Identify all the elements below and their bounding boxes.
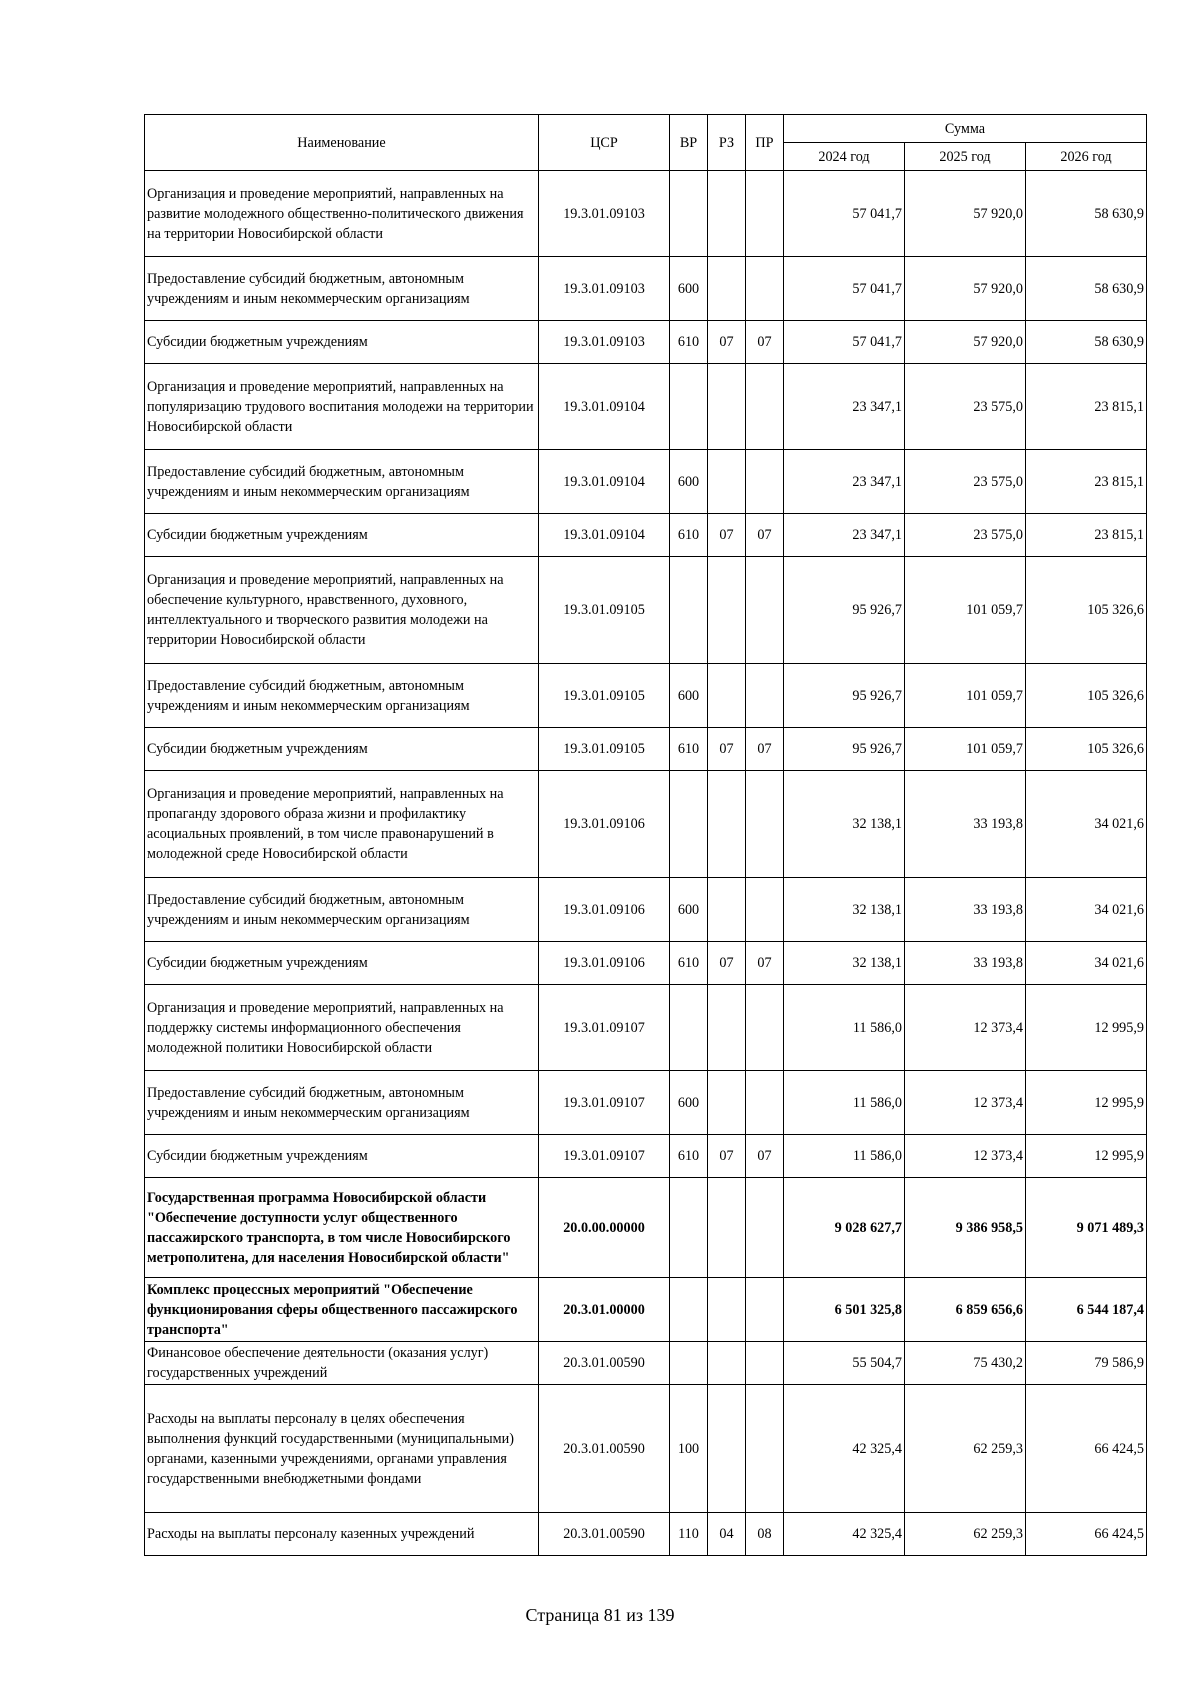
cell-pr — [746, 364, 784, 450]
cell-vr — [670, 771, 708, 878]
cell-2025: 57 920,0 — [905, 321, 1026, 364]
cell-vr: 100 — [670, 1385, 708, 1513]
cell-pr — [746, 1178, 784, 1278]
cell-2024: 42 325,4 — [784, 1513, 905, 1556]
table-row — [145, 557, 1147, 664]
cell-rz — [708, 1278, 746, 1342]
cell-2026: 34 021,6 — [1026, 942, 1147, 985]
table-header — [145, 115, 1147, 171]
cell-rz: 04 — [708, 1513, 746, 1556]
cell-pr — [746, 171, 784, 257]
cell-vr: 110 — [670, 1513, 708, 1556]
cell-2025: 12 373,4 — [905, 1135, 1026, 1178]
cell-pr — [746, 985, 784, 1071]
cell-csr: 19.3.01.09104 — [539, 514, 670, 557]
cell-csr: 19.3.01.09105 — [539, 728, 670, 771]
header-name: Наименование — [145, 115, 539, 171]
cell-csr: 20.3.01.00590 — [539, 1385, 670, 1513]
cell-vr: 600 — [670, 450, 708, 514]
cell-csr: 20.3.01.00590 — [539, 1513, 670, 1556]
cell-2024: 9 028 627,7 — [784, 1178, 905, 1278]
header-year-2025: 2025 год — [905, 143, 1026, 171]
cell-2025: 101 059,7 — [905, 664, 1026, 728]
cell-2025: 101 059,7 — [905, 728, 1026, 771]
cell-2025: 62 259,3 — [905, 1513, 1026, 1556]
cell-2026: 12 995,9 — [1026, 985, 1147, 1071]
cell-rz — [708, 878, 746, 942]
cell-2025: 23 575,0 — [905, 514, 1026, 557]
header-year-2024: 2024 год — [784, 143, 905, 171]
cell-rz: 07 — [708, 321, 746, 364]
cell-2025: 12 373,4 — [905, 1071, 1026, 1135]
cell-2026: 105 326,6 — [1026, 557, 1147, 664]
cell-2026: 34 021,6 — [1026, 771, 1147, 878]
cell-2024: 95 926,7 — [784, 664, 905, 728]
cell-rz — [708, 1342, 746, 1385]
cell-2026: 23 815,1 — [1026, 450, 1147, 514]
table-row — [145, 1178, 1147, 1278]
cell-vr: 600 — [670, 1071, 708, 1135]
cell-pr: 07 — [746, 514, 784, 557]
cell-name: Организация и проведение мероприятий, направленных на обеспечение культурного, нравственного, духовного, интеллектуального и творческого развития молодежи на территории Новосибирской области — [145, 557, 539, 664]
cell-2025: 57 920,0 — [905, 171, 1026, 257]
table-body — [145, 171, 1147, 1556]
cell-rz — [708, 171, 746, 257]
cell-2026: 58 630,9 — [1026, 257, 1147, 321]
cell-vr — [670, 364, 708, 450]
cell-2025: 23 575,0 — [905, 450, 1026, 514]
header-sum: Сумма — [784, 115, 1147, 143]
table-row — [145, 878, 1147, 942]
cell-csr: 19.3.01.09106 — [539, 942, 670, 985]
cell-rz — [708, 1071, 746, 1135]
cell-2024: 23 347,1 — [784, 364, 905, 450]
budget-table-sheet — [144, 114, 1146, 1556]
cell-pr — [746, 771, 784, 878]
cell-csr: 19.3.01.09103 — [539, 321, 670, 364]
cell-name: Расходы на выплаты персоналу казенных учреждений — [145, 1513, 539, 1556]
table-row — [145, 1278, 1147, 1342]
cell-2025: 23 575,0 — [905, 364, 1026, 450]
cell-pr — [746, 664, 784, 728]
header-rz: РЗ — [708, 115, 746, 171]
table-row — [145, 321, 1147, 364]
cell-2025: 33 193,8 — [905, 942, 1026, 985]
cell-rz — [708, 985, 746, 1071]
cell-2025: 33 193,8 — [905, 878, 1026, 942]
cell-2025: 6 859 656,6 — [905, 1278, 1026, 1342]
cell-vr: 600 — [670, 878, 708, 942]
cell-csr: 19.3.01.09104 — [539, 450, 670, 514]
cell-vr — [670, 1178, 708, 1278]
cell-2025: 62 259,3 — [905, 1385, 1026, 1513]
cell-pr — [746, 878, 784, 942]
cell-name: Субсидии бюджетным учреждениям — [145, 1135, 539, 1178]
table-row — [145, 1342, 1147, 1385]
cell-csr: 19.3.01.09106 — [539, 878, 670, 942]
cell-pr — [746, 450, 784, 514]
cell-vr: 610 — [670, 728, 708, 771]
cell-pr — [746, 557, 784, 664]
table-row — [145, 257, 1147, 321]
table-row — [145, 771, 1147, 878]
cell-2026: 23 815,1 — [1026, 364, 1147, 450]
cell-vr: 610 — [670, 321, 708, 364]
cell-2026: 105 326,6 — [1026, 664, 1147, 728]
cell-2025: 12 373,4 — [905, 985, 1026, 1071]
cell-pr — [746, 1071, 784, 1135]
cell-pr: 07 — [746, 728, 784, 771]
cell-rz: 07 — [708, 942, 746, 985]
cell-2024: 57 041,7 — [784, 171, 905, 257]
cell-2025: 57 920,0 — [905, 257, 1026, 321]
cell-2026: 66 424,5 — [1026, 1513, 1147, 1556]
cell-csr: 19.3.01.09105 — [539, 664, 670, 728]
cell-2024: 57 041,7 — [784, 257, 905, 321]
cell-2026: 58 630,9 — [1026, 171, 1147, 257]
cell-vr — [670, 1342, 708, 1385]
header-vr: ВР — [670, 115, 708, 171]
cell-vr: 610 — [670, 942, 708, 985]
cell-pr: 07 — [746, 321, 784, 364]
cell-rz — [708, 771, 746, 878]
cell-pr — [746, 1342, 784, 1385]
table-row — [145, 1513, 1147, 1556]
cell-2025: 33 193,8 — [905, 771, 1026, 878]
cell-name: Субсидии бюджетным учреждениям — [145, 321, 539, 364]
cell-rz — [708, 664, 746, 728]
header-pr: ПР — [746, 115, 784, 171]
table-row — [145, 728, 1147, 771]
cell-2026: 58 630,9 — [1026, 321, 1147, 364]
cell-2024: 57 041,7 — [784, 321, 905, 364]
cell-csr: 19.3.01.09103 — [539, 171, 670, 257]
cell-2024: 32 138,1 — [784, 942, 905, 985]
cell-rz — [708, 1385, 746, 1513]
table-row — [145, 1071, 1147, 1135]
cell-vr — [670, 1278, 708, 1342]
cell-vr: 600 — [670, 664, 708, 728]
cell-name: Организация и проведение мероприятий, направленных на развитие молодежного общественно-политического движения на территории Новосибирской области — [145, 171, 539, 257]
cell-2026: 66 424,5 — [1026, 1385, 1147, 1513]
cell-csr: 20.3.01.00000 — [539, 1278, 670, 1342]
cell-2026: 105 326,6 — [1026, 728, 1147, 771]
cell-name: Предоставление субсидий бюджетным, автономным учреждениям и иным некоммерческим организациям — [145, 1071, 539, 1135]
cell-vr: 600 — [670, 257, 708, 321]
cell-name: Предоставление субсидий бюджетным, автономным учреждениям и иным некоммерческим организациям — [145, 257, 539, 321]
cell-2026: 79 586,9 — [1026, 1342, 1147, 1385]
cell-vr: 610 — [670, 514, 708, 557]
table-row — [145, 450, 1147, 514]
header-year-2026: 2026 год — [1026, 143, 1147, 171]
cell-csr: 19.3.01.09107 — [539, 1071, 670, 1135]
cell-name: Организация и проведение мероприятий, направленных на пропаганду здорового образа жизни и профилактику асоциальных проявлений, в том числе правонарушений в молодежной среде Новосибирской области — [145, 771, 539, 878]
cell-2024: 23 347,1 — [784, 514, 905, 557]
cell-name: Предоставление субсидий бюджетным, автономным учреждениям и иным некоммерческим организациям — [145, 664, 539, 728]
cell-pr — [746, 257, 784, 321]
cell-csr: 19.3.01.09104 — [539, 364, 670, 450]
cell-2024: 11 586,0 — [784, 985, 905, 1071]
page-number: Страница 81 из 139 — [525, 1605, 675, 1625]
cell-pr: 07 — [746, 942, 784, 985]
cell-2024: 42 325,4 — [784, 1385, 905, 1513]
cell-name: Организация и проведение мероприятий, направленных на популяризацию трудового воспитания молодежи на территории Новосибирской области — [145, 364, 539, 450]
cell-csr: 20.0.00.00000 — [539, 1178, 670, 1278]
cell-vr — [670, 171, 708, 257]
table-row — [145, 942, 1147, 985]
header-csr: ЦСР — [539, 115, 670, 171]
cell-2024: 32 138,1 — [784, 771, 905, 878]
cell-rz — [708, 257, 746, 321]
cell-csr: 19.3.01.09105 — [539, 557, 670, 664]
cell-2026: 12 995,9 — [1026, 1071, 1147, 1135]
table-row — [145, 171, 1147, 257]
cell-2024: 11 586,0 — [784, 1071, 905, 1135]
cell-vr — [670, 985, 708, 1071]
table-row — [145, 364, 1147, 450]
cell-name: Предоставление субсидий бюджетным, автономным учреждениям и иным некоммерческим организациям — [145, 450, 539, 514]
cell-name: Предоставление субсидий бюджетным, автономным учреждениям и иным некоммерческим организациям — [145, 878, 539, 942]
cell-name: Организация и проведение мероприятий, направленных на поддержку системы информационного обеспечения молодежной политики Новосибирской области — [145, 985, 539, 1071]
cell-vr — [670, 557, 708, 664]
cell-2024: 55 504,7 — [784, 1342, 905, 1385]
cell-rz — [708, 450, 746, 514]
cell-name: Расходы на выплаты персоналу в целях обеспечения выполнения функций государственными (муниципальными) органами, казенными учреждениями, органами управления государственными внебюджетными фондами — [145, 1385, 539, 1513]
cell-2026: 6 544 187,4 — [1026, 1278, 1147, 1342]
table-row — [145, 1135, 1147, 1178]
table-row — [145, 1385, 1147, 1513]
cell-rz — [708, 364, 746, 450]
cell-name: Финансовое обеспечение деятельности (оказания услуг) государственных учреждений — [145, 1342, 539, 1385]
cell-2026: 23 815,1 — [1026, 514, 1147, 557]
cell-2024: 95 926,7 — [784, 728, 905, 771]
cell-rz — [708, 1178, 746, 1278]
cell-name: Государственная программа Новосибирской области "Обеспечение доступности услуг общественного пассажирского транспорта, в том числе Новосибирского метрополитена, для населения Новосибирской области" — [145, 1178, 539, 1278]
cell-2026: 12 995,9 — [1026, 1135, 1147, 1178]
cell-csr: 19.3.01.09106 — [539, 771, 670, 878]
cell-csr: 20.3.01.00590 — [539, 1342, 670, 1385]
cell-2024: 6 501 325,8 — [784, 1278, 905, 1342]
cell-2026: 34 021,6 — [1026, 878, 1147, 942]
cell-name: Комплекс процессных мероприятий "Обеспечение функционирования сферы общественного пассажирского транспорта" — [145, 1278, 539, 1342]
cell-2024: 11 586,0 — [784, 1135, 905, 1178]
cell-2026: 9 071 489,3 — [1026, 1178, 1147, 1278]
table-row — [145, 514, 1147, 557]
table-row — [145, 664, 1147, 728]
cell-csr: 19.3.01.09103 — [539, 257, 670, 321]
cell-2025: 101 059,7 — [905, 557, 1026, 664]
cell-csr: 19.3.01.09107 — [539, 985, 670, 1071]
cell-pr: 07 — [746, 1135, 784, 1178]
cell-name: Субсидии бюджетным учреждениям — [145, 728, 539, 771]
budget-table — [144, 114, 1147, 1556]
cell-2025: 9 386 958,5 — [905, 1178, 1026, 1278]
cell-pr: 08 — [746, 1513, 784, 1556]
cell-rz: 07 — [708, 514, 746, 557]
cell-name: Субсидии бюджетным учреждениям — [145, 514, 539, 557]
table-row — [145, 985, 1147, 1071]
cell-2025: 75 430,2 — [905, 1342, 1026, 1385]
cell-pr — [746, 1278, 784, 1342]
cell-rz — [708, 557, 746, 664]
cell-rz: 07 — [708, 1135, 746, 1178]
cell-pr — [746, 1385, 784, 1513]
cell-2024: 23 347,1 — [784, 450, 905, 514]
cell-vr: 610 — [670, 1135, 708, 1178]
cell-rz: 07 — [708, 728, 746, 771]
cell-name: Субсидии бюджетным учреждениям — [145, 942, 539, 985]
cell-2024: 32 138,1 — [784, 878, 905, 942]
cell-2024: 95 926,7 — [784, 557, 905, 664]
cell-csr: 19.3.01.09107 — [539, 1135, 670, 1178]
